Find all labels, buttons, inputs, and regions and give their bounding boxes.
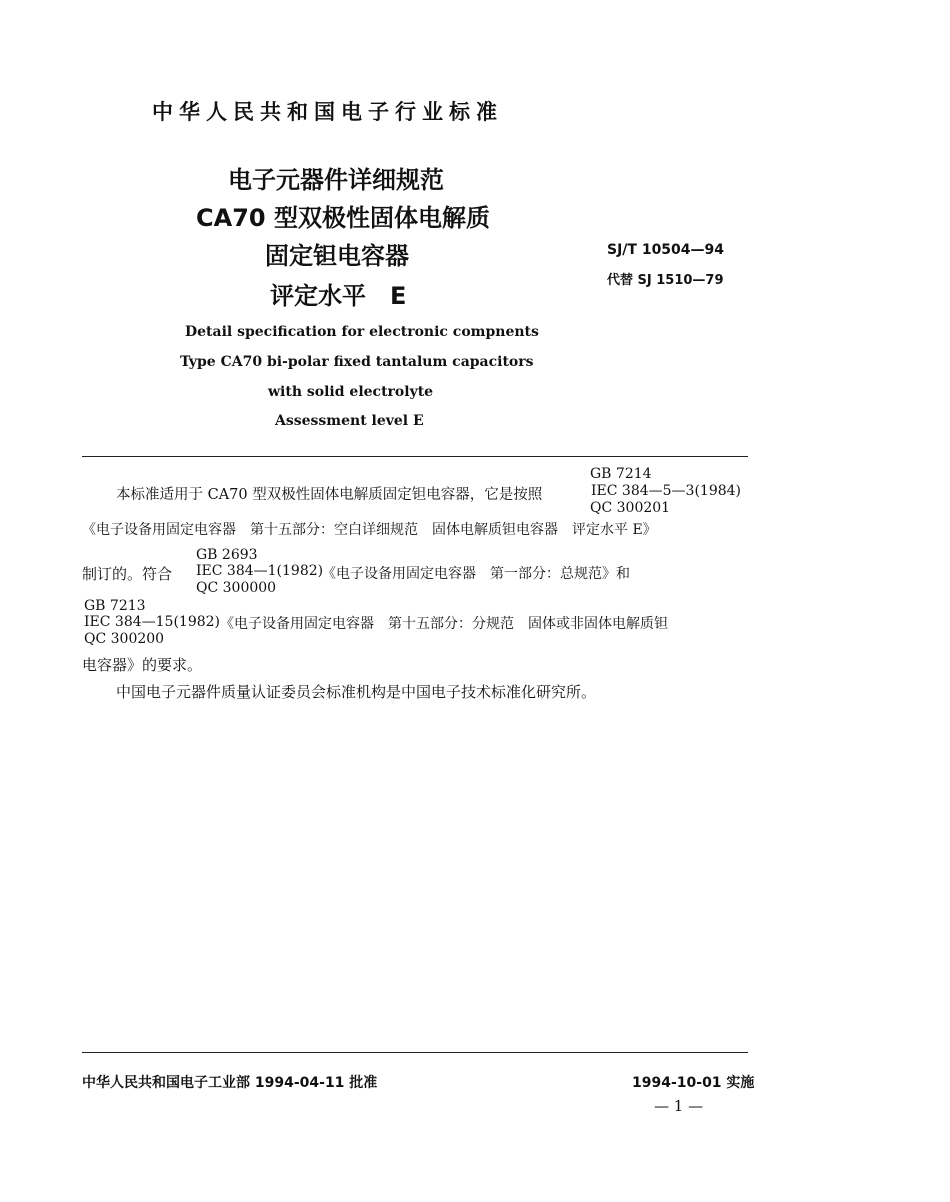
ref2-qc: QC 300000 xyxy=(196,580,277,596)
title-cn-line2: CA70 型双极性固体电解质 xyxy=(196,204,490,232)
top-divider xyxy=(82,456,748,457)
line3-prefix: 制订的。符合 xyxy=(82,565,173,583)
para1-start: 本标准适用于 CA70 型双极性固体电解质固定钽电容器，它是按照 xyxy=(116,487,543,503)
ref3-qc: QC 300200 xyxy=(84,631,165,647)
title-cn-line4: 评定水平 E xyxy=(270,282,407,310)
ref1-iec: IEC 384—5—3(1984) xyxy=(591,483,742,499)
page-number: — 1 — xyxy=(654,1097,704,1115)
title-en-line3: with solid electrolyte xyxy=(268,384,434,400)
replaced-standard: 代替 SJ 1510—79 xyxy=(607,273,724,288)
bottom-divider xyxy=(82,1052,748,1053)
title-en-line2: Type CA70 bi-polar fixed tantalum capacitors xyxy=(180,354,534,370)
line4-suffix: 《电子设备用固定电容器 第十五部分：分规范 固体或非固体电解质钽 xyxy=(220,616,668,632)
industry-standard-heading: 中华人民共和国电子行业标准 xyxy=(152,100,503,124)
ref2-iec: IEC 384—1(1982) xyxy=(196,563,324,579)
para1-line2: 《电子设备用固定电容器 第十五部分：空白详细规范 固体电解质钽电容器 评定水平 E》 xyxy=(82,522,657,538)
title-cn-line1: 电子元器件详细规范 xyxy=(228,166,444,194)
para2: 中国电子元器件质量认证委员会标准机构是中国电子技术标准化研究所。 xyxy=(116,683,597,701)
title-cn-line3: 固定钽电容器 xyxy=(265,242,409,270)
title-en-line4: Assessment level E xyxy=(275,413,424,429)
title-en-line1: Detail specification for electronic compnents xyxy=(185,324,539,340)
ref2-gb: GB 2693 xyxy=(196,547,258,563)
ref1-qc: QC 300201 xyxy=(590,500,671,516)
implementation-date: 1994-10-01 实施 xyxy=(632,1075,755,1091)
para1-end: 电容器》的要求。 xyxy=(82,656,203,674)
approval-line: 中华人民共和国电子工业部 1994-04-11 批准 xyxy=(82,1075,378,1091)
ref3-gb: GB 7213 xyxy=(84,598,146,614)
ref1-gb: GB 7214 xyxy=(590,466,652,482)
line3-suffix: 《电子设备用固定电容器 第一部分：总规范》和 xyxy=(322,566,630,582)
standard-number: SJ/T 10504—94 xyxy=(607,242,725,258)
ref3-iec: IEC 384—15(1982) xyxy=(84,614,221,630)
